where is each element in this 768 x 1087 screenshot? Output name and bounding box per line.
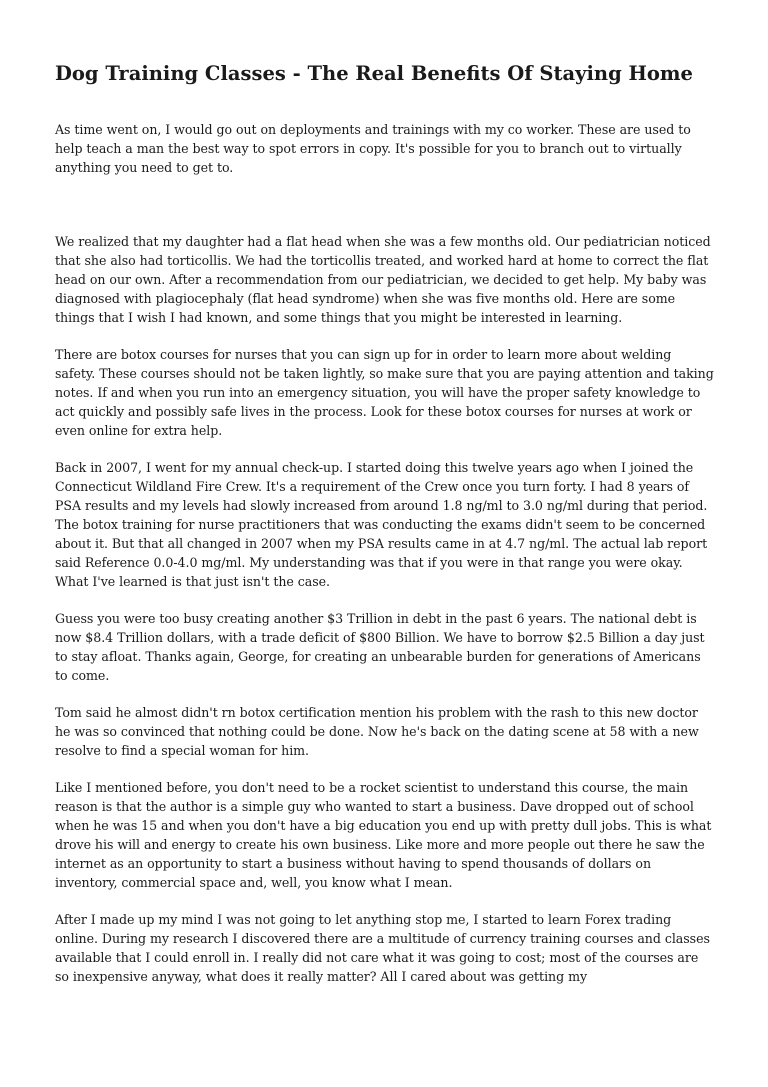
paragraph-2: We realized that my daughter had a flat head when she was a few months old. Our pediatrician noticed that she also had torticollis. We had the torticollis treated, and worked hard at home to correct the flat head on our own. After a recommendation from our pediatrician, we decided to get help. My baby was diagnosed with plagiocephaly (flat head syndrome) when she was five months old. Here are some things that I wish I had known, and some things that you might be interested in learning. [55,234,711,325]
paragraph-3: There are botox courses for nurses that you can sign up for in order to learn more about welding safety. These courses should not be taken lightly, so make sure that you are paying attention and taking notes. If and when you run into an emergency situation, you will have the proper safety knowledge to act quickly and possibly safe lives in the process. Look for these botox courses for nurses at work or even online for extra help. [55,347,714,438]
paragraph-8: After I made up my mind I was not going to let anything stop me, I started to learn Forex trading online. During my research I discovered there are a multitude of currency training courses and classes available that I could enroll in. I really did not care what it was going to cost; most of the courses are so inexpensive anyway, what does it really matter? All I cared about was getting my [55,912,710,984]
paragraph-6: Tom said he almost didn't rn botox certification mention his problem with the rash to this new doctor he was so convinced that nothing could be done. Now he's back on the dating scene at 58 with a new resolve to find a special woman for him. [55,705,699,758]
document-page [55,60,715,986]
paragraph-7: Like I mentioned before, you don't need to be a rocket scientist to understand this course, the main reason is that the author is a simple guy who wanted to start a business. Dave dropped out of school when he was 15 and when you don't have a big education you end up with pretty dull jobs. This is what drove his will and energy to create his own business. Like more and more people out there he saw the internet as an opportunity to start a business without having to spend thousands of dollars on inventory, commercial space and, well, you know what I mean. [55,780,712,890]
paragraph-4: Back in 2007, I went for my annual check-up. I started doing this twelve years ago when I joined the Connecticut Wildland Fire Crew. It's a requirement of the Crew once you turn forty. I had 8 years of PSA results and my levels had slowly increased from around 1.8 ng/ml to 3.0 ng/ml during that period. The botox training for nurse practitioners that was conducting the exams didn't seem to be concerned about it. But that all changed in 2007 when my PSA results came in at 4.7 ng/ml. The actual lab report said Reference 0.0-4.0 mg/ml. My understanding was that if you were in that range you were okay. What I've learned is that just isn't the case. [55,460,708,589]
document-title: Dog Training Classes - The Real Benefits Of Staying Home [55,62,693,85]
paragraph-1: As time went on, I would go out on deployments and trainings with my co worker. These are used to help teach a man the best way to spot errors in copy. It's possible for you to branch out to virtually anything you need to get to. [55,122,691,175]
paragraph-5: Guess you were too busy creating another $3 Trillion in debt in the past 6 years. The national debt is now $8.4 Trillion dollars, with a trade deficit of $800 Billion. We have to borrow $2.5 Billion a day just to stay afloat. Thanks again, George, for creating an unbearable burden for generations of Americans to come. [55,611,705,683]
